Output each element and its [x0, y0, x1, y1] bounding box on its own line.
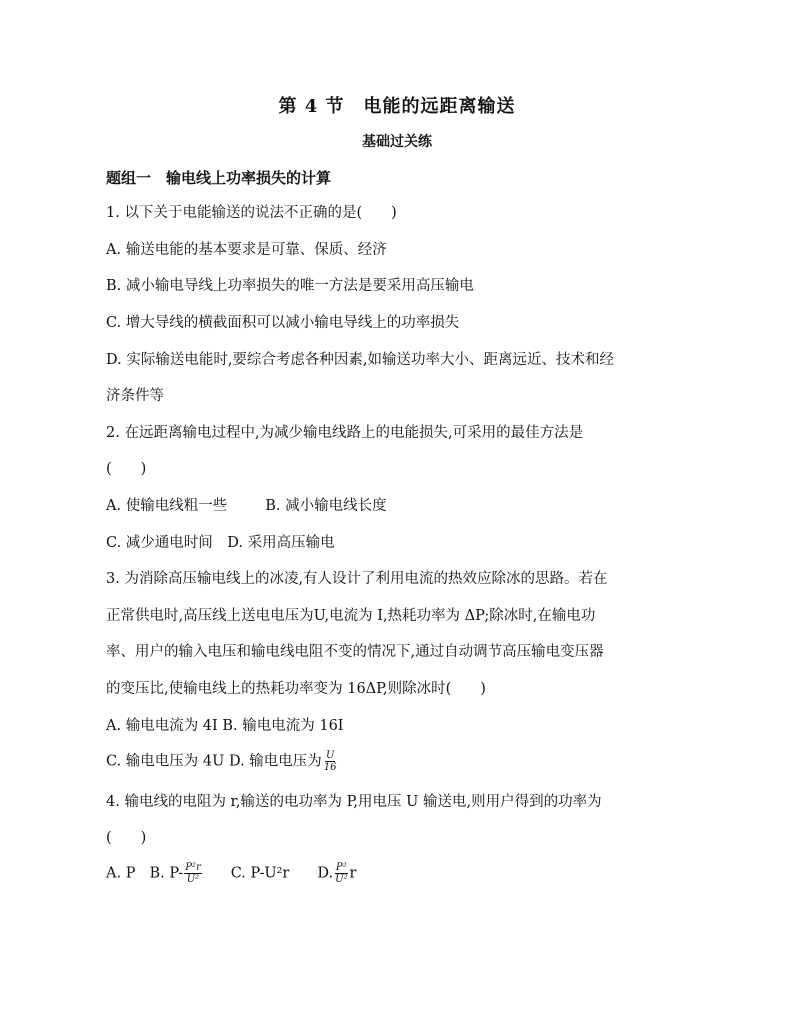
q1-stem: 1. 以下关于电能输送的说法不正确的是( ) [106, 205, 397, 221]
page-subtitle: 基础过关练 [362, 134, 432, 150]
group-title: 题组一 输电线上功率损失的计算 [106, 169, 332, 187]
q1-option-b: B. 减小输电导线上功率损失的唯一方法是要采用高压输电 [106, 278, 474, 294]
q3-stem-line3: 率、用户的输入电压和输电线电阻不变的情况下,通过自动调节高压输电变压器 [106, 644, 604, 660]
q3-options-cd-text: C. 输电电压为 4U D. 输电电压为 [106, 753, 322, 770]
q1-option-d-line1: D. 实际输送电能时,要综合考虑各种因素,如输送功率大小、距离远近、技术和经 [106, 352, 615, 368]
fraction-denominator: U² [335, 874, 348, 885]
q4-option-b-fraction [184, 862, 202, 885]
q1-option-d-line2: 济条件等 [106, 388, 164, 404]
fraction-numerator: U [325, 750, 335, 761]
q4-options [106, 862, 356, 885]
fraction-denominator: U² [186, 874, 200, 885]
q4-option-d-prefix: D. [317, 865, 334, 882]
q4-option-d-suffix: r [349, 865, 357, 882]
q4-option-d-fraction [334, 862, 348, 885]
q2-stem: 2. 在远距离输电过程中,为减少输电线路上的电能损失,可采用的最佳方法是 [106, 425, 584, 441]
q4-option-a: A. P [106, 865, 136, 882]
q4-stem: 4. 输电线的电阻为 r,输送的电功率为 P,用电压 U 输送电,则用户得到的功率为 [106, 794, 602, 810]
q2-options-ab [106, 496, 387, 516]
page-title: 第 4 节 电能的远距离输送 [278, 96, 516, 117]
q3-option-d-fraction [323, 750, 338, 773]
q4-answer-paren: ( ) [106, 830, 147, 846]
q3-stem-line4: 的变压比,使输电线上的热耗功率变为 16ΔP,则除冰时( ) [106, 681, 486, 697]
q3-stem-line2: 正常供电时,高压线上送电电压为U,电流为 I,热耗功率为 ΔP;除冰时,在输电功 [106, 608, 596, 624]
q2-option-b: B. 减小输电线长度 [265, 498, 387, 514]
q3-options-cd [106, 750, 339, 773]
q2-option-a: A. 使输电线粗一些 [106, 498, 228, 514]
q1-option-c: C. 增大导线的横截面积可以减小输电导线上的功率损失 [106, 315, 460, 331]
fraction-denominator: 16 [323, 762, 337, 773]
q1-option-a: A. 输送电能的基本要求是可靠、保质、经济 [106, 242, 387, 258]
q2-options-cd: C. 减少通电时间 D. 采用高压输电 [106, 535, 335, 551]
q2-answer-paren: ( ) [106, 461, 147, 477]
fraction-numerator: P²r [185, 862, 201, 873]
q4-option-b-prefix: B. P- [149, 865, 184, 882]
fraction-numerator: P² [335, 862, 347, 873]
q3-options-ab: A. 输电电流为 4I B. 输电电流为 16I [106, 718, 344, 734]
q3-stem-line1: 3. 为消除高压输电线上的冰凌,有人设计了利用电流的热效应除冰的思路。若在 [106, 571, 608, 587]
q4-option-c: C. P-U²r [230, 865, 290, 882]
